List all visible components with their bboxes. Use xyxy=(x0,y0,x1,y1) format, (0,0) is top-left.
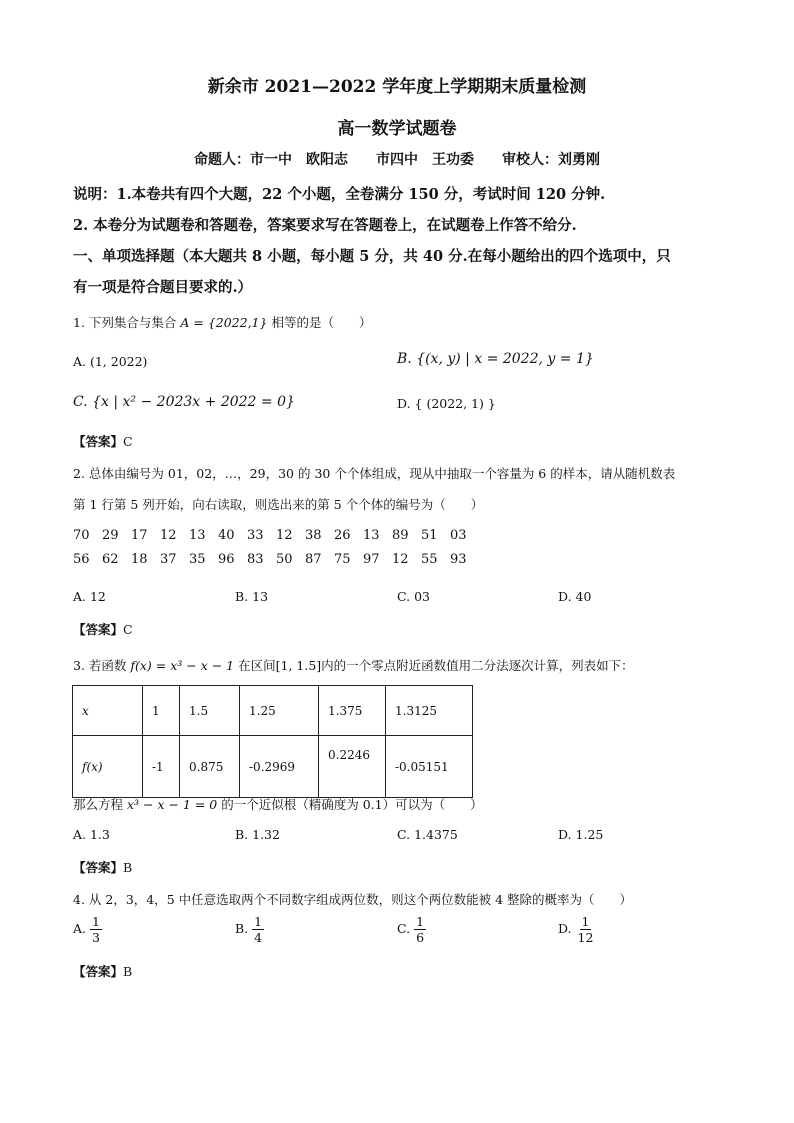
fraction xyxy=(90,914,102,945)
numerator: 1 xyxy=(254,914,263,929)
q4-option-b-label: B. xyxy=(235,921,249,936)
q2-option-a: A. 12 xyxy=(73,589,106,604)
q2-option-c: C. 03 xyxy=(397,589,430,604)
random-table-row-1 xyxy=(73,528,479,543)
q1-stem-math: A = {2022,1} xyxy=(180,315,268,330)
rand-cell: 38 xyxy=(305,528,322,543)
rand-cell: 03 xyxy=(450,528,467,543)
rand-cell: 83 xyxy=(247,552,264,567)
table-cell: x xyxy=(73,686,143,736)
table-cell: 1.375 xyxy=(319,686,386,736)
q3-stem-math: f(x) = x³ − x − 1 xyxy=(130,658,235,673)
q2-answer-tag: 【答案】 xyxy=(73,622,124,637)
q2-answer xyxy=(73,620,133,638)
q1-stem-prefix: 1. 下列集合与集合 xyxy=(73,315,181,330)
fraction xyxy=(414,914,426,945)
q2-answer-value: C xyxy=(123,622,133,637)
q1-stem-suffix: 相等的是（ ） xyxy=(267,315,372,330)
fraction xyxy=(576,914,596,945)
denominator: 6 xyxy=(416,930,425,945)
bisection-table xyxy=(72,685,473,798)
exam-title: 新余市 2021—2022 学年度上学期期末质量检测 xyxy=(207,77,587,97)
table-cell: -0.05151 xyxy=(386,736,473,798)
table-cell: 1.25 xyxy=(240,686,319,736)
rand-cell: 17 xyxy=(131,528,148,543)
q3-line2-suffix: 的一个近似根（精确度为 0.1）可以为（ ） xyxy=(217,797,483,812)
rand-cell: 37 xyxy=(160,552,177,567)
q4-option-a xyxy=(73,914,102,945)
rand-cell: 75 xyxy=(334,552,351,567)
rand-cell: 56 xyxy=(73,552,90,567)
numerator: 1 xyxy=(581,914,590,929)
rand-cell: 35 xyxy=(189,552,206,567)
q3-stem-prefix: 3. 若函数 xyxy=(73,658,131,673)
rand-cell: 33 xyxy=(247,528,264,543)
q4-answer xyxy=(73,962,132,980)
note-line-2: 2. 本卷分为试题卷和答题卷，答案要求写在答题卷上，在试题卷上作答不给分. xyxy=(73,217,577,234)
table-cell: 0.2246 xyxy=(319,736,386,798)
section-heading-line-2: 有一项是符合题目要求的.） xyxy=(73,279,253,296)
q4-option-d xyxy=(558,914,595,945)
numerator: 1 xyxy=(92,914,100,929)
q1-stem xyxy=(73,313,371,331)
q4-answer-tag: 【答案】 xyxy=(73,964,124,979)
q3-option-c: C. 1.4375 xyxy=(397,827,458,842)
rand-cell: 96 xyxy=(218,552,235,567)
table-row xyxy=(73,736,473,798)
rand-cell: 13 xyxy=(189,528,206,543)
q4-stem: 4. 从 2，3，4，5 中任意选取两个不同数字组成两位数，则这个两位数能被 4 整除的概率为（ ） xyxy=(73,892,633,907)
q1-answer-tag: 【答案】 xyxy=(73,434,124,449)
q1-option-b: B. {(x, y) | x = 2022, y = 1} xyxy=(397,351,594,367)
fraction xyxy=(252,914,264,945)
q3-stem xyxy=(73,656,634,674)
rand-cell: 51 xyxy=(421,528,438,543)
denominator: 12 xyxy=(577,930,594,945)
q3-answer xyxy=(73,858,132,876)
q1-option-c: C. {x | x² − 2023x + 2022 = 0} xyxy=(73,394,295,410)
rand-cell: 12 xyxy=(160,528,177,543)
rand-cell: 89 xyxy=(392,528,409,543)
q1-option-d: D. { (2022, 1) } xyxy=(397,396,496,411)
rand-cell: 40 xyxy=(218,528,235,543)
table-cell: f(x) xyxy=(73,736,143,798)
q2-option-b: B. 13 xyxy=(235,589,269,604)
rand-cell: 50 xyxy=(276,552,293,567)
rand-cell: 55 xyxy=(421,552,438,567)
note-line-1: 说明：1.本卷共有四个大题，22 个小题，全卷满分 150 分，考试时间 120 分钟. xyxy=(73,186,606,203)
q3-question-line xyxy=(73,795,483,813)
q1-answer-value: C xyxy=(123,434,133,449)
rand-cell: 13 xyxy=(363,528,380,543)
q2-option-d: D. 40 xyxy=(558,589,592,604)
q3-answer-value: B xyxy=(123,860,133,875)
denominator: 4 xyxy=(254,930,263,945)
q4-option-d-label: D. xyxy=(558,921,572,936)
q3-option-d: D. 1.25 xyxy=(558,827,604,842)
table-cell: -0.2969 xyxy=(240,736,319,798)
exam-subtitle: 高一数学试题卷 xyxy=(337,119,457,139)
table-cell: 1.3125 xyxy=(386,686,473,736)
q2-stem-line-1: 2. 总体由编号为 01，02，…，29，30 的 30 个个体组成，现从中抽取一个容量为 6 的样本，请从随机数表 xyxy=(73,466,676,481)
q4-answer-value: B xyxy=(123,964,133,979)
denominator: 3 xyxy=(92,930,100,945)
q3-option-a: A. 1.3 xyxy=(73,827,110,842)
table-cell: 1.5 xyxy=(180,686,240,736)
q3-line2-math: x³ − x − 1 = 0 xyxy=(126,797,218,812)
section-heading-line-1: 一、单项选择题（本大题共 8 小题，每小题 5 分，共 40 分.在每小题给出的四个选项中，只 xyxy=(73,248,671,265)
q4-option-b xyxy=(235,914,264,945)
table-row xyxy=(73,686,473,736)
rand-cell: 12 xyxy=(276,528,293,543)
q3-line2-prefix: 那么方程 xyxy=(73,797,127,812)
random-table-row-2 xyxy=(73,552,479,567)
q1-option-a: A. (1, 2022) xyxy=(73,354,148,369)
rand-cell: 97 xyxy=(363,552,380,567)
q3-stem-suffix: 在区间[1, 1.5]内的一个零点附近函数值用二分法逐次计算，列表如下： xyxy=(234,658,634,673)
rand-cell: 12 xyxy=(392,552,409,567)
numerator: 1 xyxy=(416,914,425,929)
table-cell: 1 xyxy=(143,686,180,736)
q4-option-c-label: C. xyxy=(397,921,411,936)
table-cell: 0.875 xyxy=(180,736,240,798)
table-cell: -1 xyxy=(143,736,180,798)
q4-option-c xyxy=(397,914,426,945)
q3-option-b: B. 1.32 xyxy=(235,827,280,842)
q2-stem-line-2: 第 1 行第 5 列开始，向右读取，则选出来的第 5 个个体的编号为（ ） xyxy=(73,497,484,512)
rand-cell: 70 xyxy=(73,528,90,543)
rand-cell: 18 xyxy=(131,552,148,567)
q3-answer-tag: 【答案】 xyxy=(73,860,124,875)
q4-option-a-label: A. xyxy=(73,921,87,936)
rand-cell: 26 xyxy=(334,528,351,543)
rand-cell: 29 xyxy=(102,528,119,543)
q1-answer xyxy=(73,432,133,450)
authors-line: 命题人：市一中 欧阳志 市四中 王功委 审校人：刘勇刚 xyxy=(194,152,600,168)
rand-cell: 62 xyxy=(102,552,119,567)
rand-cell: 87 xyxy=(305,552,322,567)
rand-cell: 93 xyxy=(450,552,467,567)
